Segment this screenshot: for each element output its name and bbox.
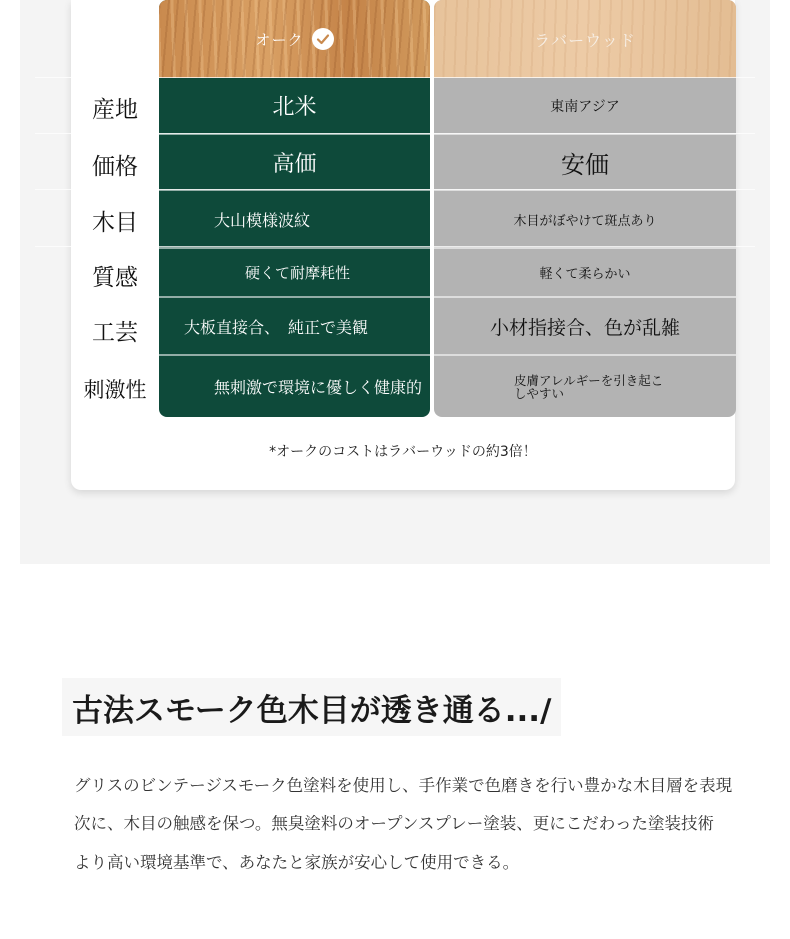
oak-cell-price: 高価 xyxy=(272,151,317,177)
paragraph-line-2: 次に、木目の触感を保つ。無臭塗料のオープンスプレー塗装、更にこだわった塗装技術 xyxy=(74,814,715,833)
paragraph-line-1: グリスのビンテージスモーク色塗料を使用し、手作業で色磨きを行い豊かな木目層を表現 xyxy=(74,776,733,795)
check-circle-icon xyxy=(312,28,334,50)
rubberwood-cell-craft: 小材指接合、色が乱雑 xyxy=(489,316,680,339)
cost-note: *オークのコストはラバーウッドの約3倍！ xyxy=(269,444,537,460)
rubberwood-header-label: ラバーウッド xyxy=(534,30,636,50)
oak-header xyxy=(159,0,430,78)
rubberwood-cell-origin: 東南アジア xyxy=(550,98,620,115)
paragraph-line-3: より高い環境基準で、あなたと家族が安心して使用できる。 xyxy=(74,853,520,872)
oak-header-label: オーク xyxy=(255,30,304,49)
label-column-header xyxy=(71,0,159,78)
rubberwood-cell-price: 安価 xyxy=(561,150,609,179)
section-title: 古法スモーク色木目が透き通る.../ xyxy=(62,678,561,736)
row-label-price: 価格 xyxy=(92,153,138,180)
oak-cell-craft: 大板直接合、 純正で美観 xyxy=(184,317,369,337)
row-label-craft: 工芸 xyxy=(92,319,138,346)
rubberwood-cell-irritation-wrap xyxy=(434,356,736,417)
row-label-texture: 質感 xyxy=(92,264,138,291)
row-label-grain: 木目 xyxy=(92,209,138,236)
row-guide-line xyxy=(35,77,755,78)
oak-cell-origin: 北米 xyxy=(272,95,317,120)
rubberwood-column xyxy=(434,0,736,417)
rubberwood-cell-irritation: 皮膚アレルギーを引き起こしやすい xyxy=(514,372,664,401)
oak-column xyxy=(159,0,430,417)
row-guide-line xyxy=(35,189,755,190)
rubberwood-header xyxy=(434,0,736,78)
row-guide-line xyxy=(35,246,755,247)
row-label-irritation: 刺激性 xyxy=(83,378,147,402)
oak-cell-irritation: 無刺激で環境に優しく健康的 xyxy=(214,378,423,397)
rubberwood-cell-texture: 軽くて柔らかい xyxy=(539,267,631,282)
oak-cell-grain: 大山模様波紋 xyxy=(214,210,311,230)
oak-cell-texture: 硬くて耐摩耗性 xyxy=(244,264,350,282)
row-guide-line xyxy=(35,133,755,134)
rubberwood-cell-grain: 木目がぼやけて斑点あり xyxy=(513,213,657,229)
row-label-origin: 産地 xyxy=(92,97,138,123)
